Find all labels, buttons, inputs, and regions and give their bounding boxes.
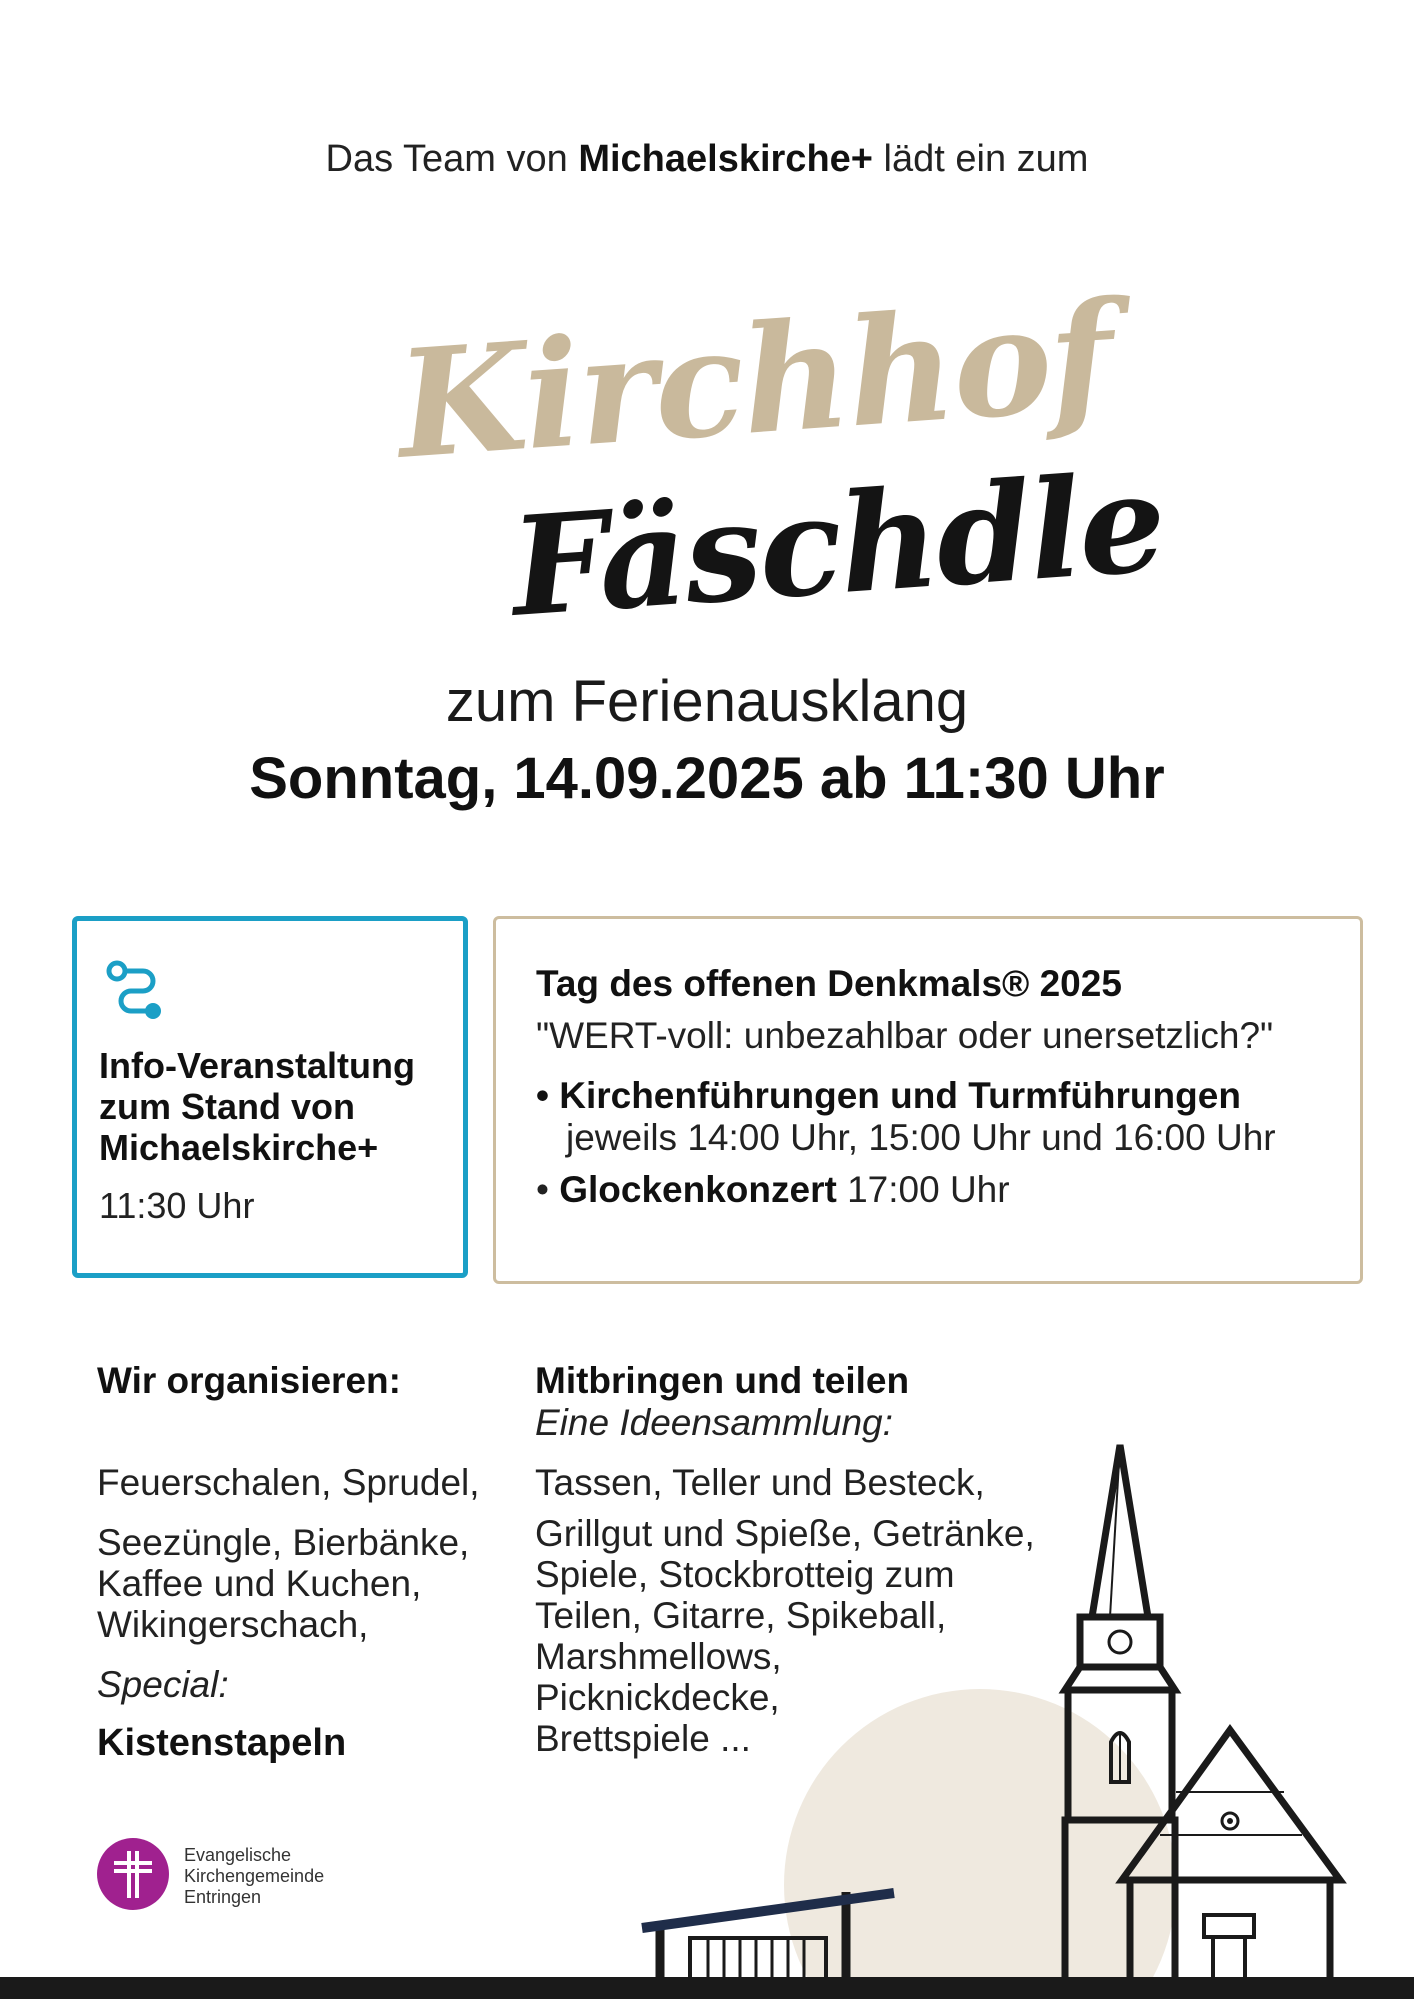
denkmal-box bbox=[493, 916, 1363, 1284]
title-kirchhof: Kirchhof bbox=[391, 268, 1117, 492]
list-item: Picknickdecke, bbox=[535, 1677, 780, 1718]
list-item: Spiele, Stockbrotteig zum bbox=[535, 1554, 955, 1595]
tower-spire bbox=[1092, 1445, 1148, 1617]
team-name: Michaelskirche+ bbox=[578, 138, 873, 180]
route-icon bbox=[103, 957, 167, 1021]
special-label: Special: bbox=[97, 1664, 229, 1705]
intro-post: lädt ein zum bbox=[872, 138, 1089, 180]
subtitle: zum Ferienausklang bbox=[445, 669, 969, 734]
info-title: Info-Veranstaltung zum Stand von Michaelskirche+ bbox=[99, 1045, 416, 1168]
bottom-bar bbox=[0, 1977, 1414, 1999]
bullet-bells-time: 17:00 Uhr bbox=[847, 1169, 1010, 1210]
list-item: Marshmellows, bbox=[535, 1636, 782, 1677]
info-box bbox=[72, 916, 468, 1278]
list-item: Kaffee und Kuchen, bbox=[97, 1563, 422, 1604]
intro-line bbox=[0, 138, 1414, 181]
bullet-tours-times: jeweils 14:00 Uhr, 15:00 Uhr und 16:00 Uhr bbox=[566, 1117, 1276, 1158]
notice-board bbox=[1204, 1915, 1254, 1937]
list-item: Feuerschalen, Sprudel, bbox=[97, 1462, 480, 1503]
church-illustration bbox=[620, 1430, 1414, 1999]
intro-pre: Das Team von bbox=[325, 138, 579, 180]
tower-clock bbox=[1109, 1631, 1131, 1653]
list-item: Tassen, Teller und Besteck, bbox=[535, 1462, 985, 1503]
event-date: Sonntag, 14.09.2025 ab 11:30 Uhr bbox=[249, 746, 1165, 811]
organize-list bbox=[97, 1462, 480, 1645]
bullet-tours-title: Kirchenführungen und Turmführungen bbox=[559, 1075, 1241, 1116]
cross-icon bbox=[97, 1838, 169, 1910]
denkmal-title: Tag des offenen Denkmals® 2025 bbox=[536, 963, 1122, 1004]
organize-heading: Wir organisieren: bbox=[97, 1360, 401, 1401]
special-item: Kistenstapeln bbox=[97, 1722, 347, 1764]
list-item: Teilen, Gitarre, Spikeball, bbox=[535, 1595, 947, 1636]
list-item: Wikingerschach, bbox=[97, 1604, 369, 1645]
bring-subheading: Eine Ideensammlung: bbox=[535, 1402, 893, 1443]
bullet-tours: • Kirchenführungen und Turmführungen bbox=[536, 1075, 1241, 1116]
list-item: Grillgut und Spieße, Getränke, bbox=[535, 1513, 1035, 1554]
title-faeschdle: Fäschdle bbox=[506, 442, 1169, 648]
bring-heading: Mitbringen und teilen bbox=[535, 1360, 910, 1401]
list-item: Seezüngle, Bierbänke, bbox=[97, 1522, 470, 1563]
bullet-bells: • Glockenkonzert 17:00 Uhr bbox=[536, 1169, 1010, 1210]
logo-line1: Evangelische bbox=[184, 1845, 292, 1865]
tower-clock-level bbox=[1080, 1617, 1160, 1667]
logo-line3: Entringen bbox=[184, 1887, 262, 1907]
list-item: Brettspiele ... bbox=[535, 1718, 751, 1759]
bullet-bells-title: Glockenkonzert bbox=[559, 1169, 837, 1210]
church-logo-text bbox=[184, 1845, 324, 1908]
logo-line2: Kirchengemeinde bbox=[184, 1866, 325, 1886]
denkmal-quote: "WERT-voll: unbezahlbar oder unersetzlich?" bbox=[536, 1015, 1274, 1056]
info-time: 11:30 Uhr bbox=[99, 1185, 255, 1226]
